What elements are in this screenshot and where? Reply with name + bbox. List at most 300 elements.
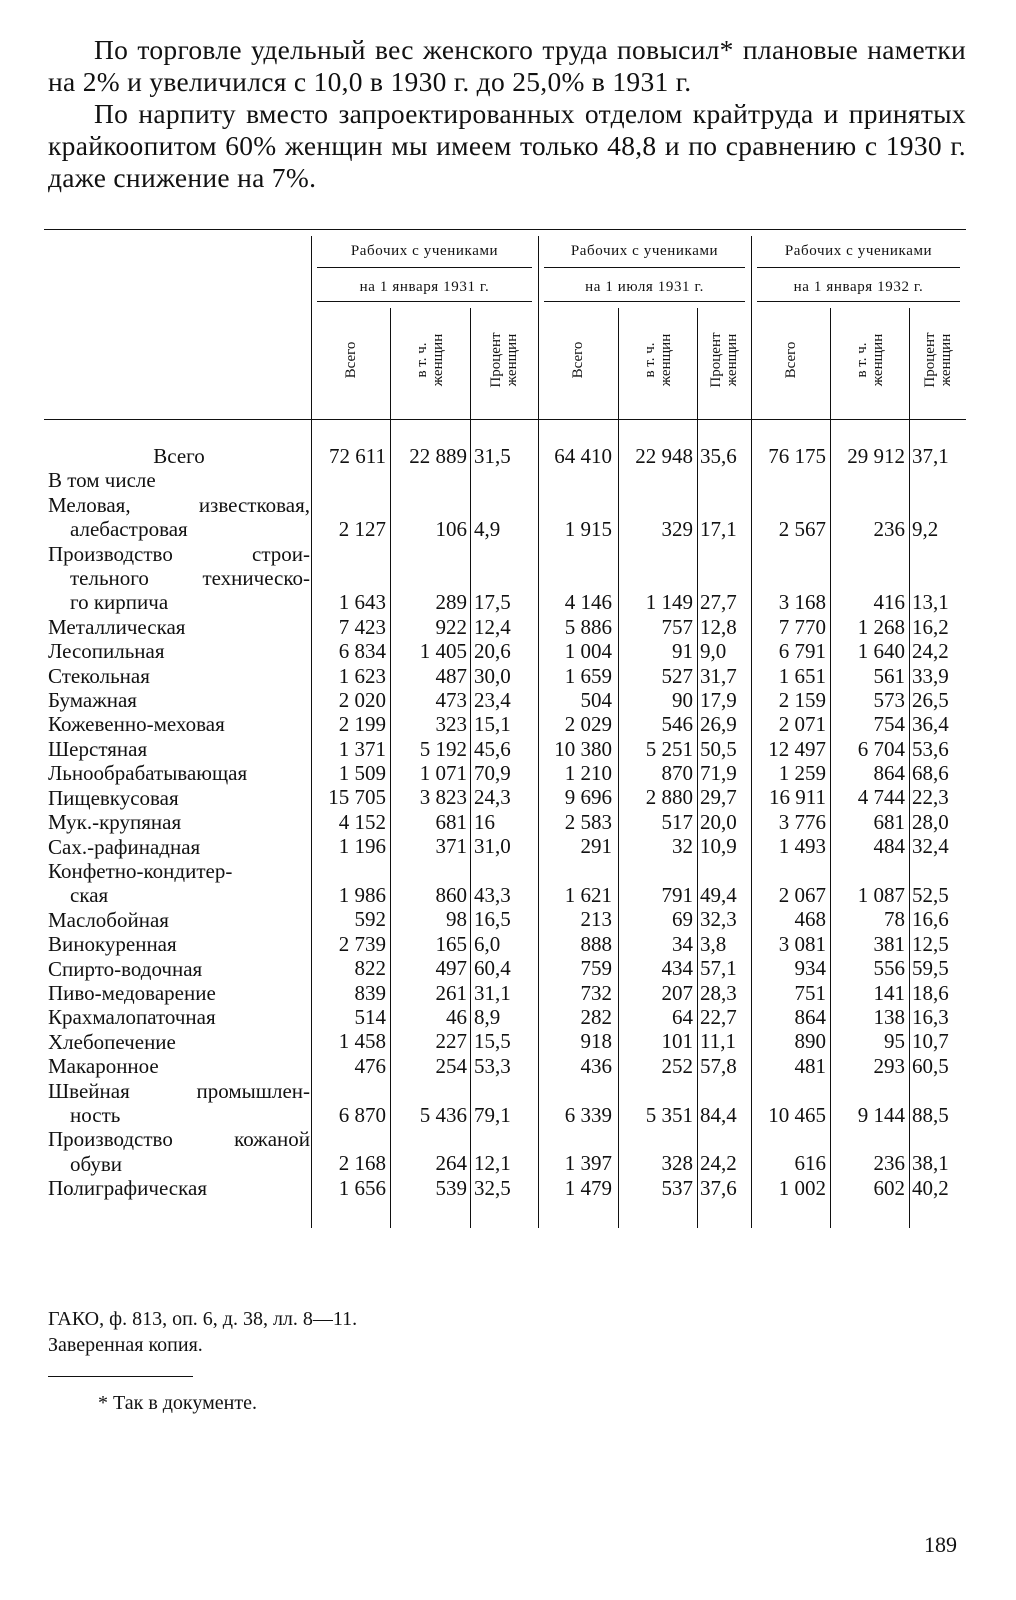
row-label: обуви — [70, 1151, 123, 1176]
column-subheader: Всего — [782, 341, 799, 379]
column-divider — [618, 308, 619, 1228]
table-cell: 293 — [873, 1053, 905, 1078]
table-cell: 10,7 — [912, 1029, 949, 1054]
table-row — [0, 737, 1016, 761]
row-label: Производство кожаной — [48, 1127, 310, 1152]
table-cell: 539 — [435, 1175, 467, 1200]
table-cell: 4 146 — [564, 590, 612, 615]
table-cell: 1 651 — [778, 663, 826, 688]
table-cell: 33,9 — [912, 663, 949, 688]
group-header-date: на 1 июля 1931 г. — [585, 279, 704, 295]
copy-note: Заверенная копия. — [48, 1334, 203, 1356]
table-cell: 71,9 — [700, 761, 737, 786]
table-header-rule — [44, 419, 966, 420]
table-cell: 30,0 — [474, 663, 511, 688]
row-label: В том числе — [48, 468, 156, 493]
table-cell: 2 067 — [778, 883, 826, 908]
table-cell: 751 — [794, 980, 826, 1005]
table-cell: 36,4 — [912, 712, 949, 737]
table-row — [0, 615, 1016, 639]
table-cell: 12 497 — [768, 736, 826, 761]
table-row — [0, 981, 1016, 1005]
table-row — [0, 542, 1016, 566]
table-cell: 12,5 — [912, 931, 949, 956]
table-cell: 27,7 — [700, 590, 737, 615]
table-cell: 1 268 — [857, 614, 905, 639]
table-cell: 1 004 — [564, 639, 612, 664]
table-cell: 860 — [435, 883, 467, 908]
table-cell: 138 — [873, 1004, 905, 1029]
table-cell: 3 168 — [778, 590, 826, 615]
table-cell: 6,0 — [474, 931, 501, 956]
table-cell: 91 — [672, 639, 693, 664]
table-cell: 681 — [435, 809, 467, 834]
table-cell: 2 168 — [338, 1151, 386, 1176]
column-divider — [751, 236, 752, 1228]
table-cell: 34 — [672, 931, 693, 956]
table-row — [0, 639, 1016, 663]
column-divider — [470, 308, 471, 1228]
table-cell: 1 071 — [419, 761, 467, 786]
table-cell: 6 834 — [338, 639, 386, 664]
table-cell: 213 — [580, 907, 612, 932]
table-cell: 23,4 — [474, 687, 511, 712]
table-cell: 60,4 — [474, 956, 511, 981]
table-cell: 864 — [873, 761, 905, 786]
table-cell: 5 251 — [645, 736, 693, 761]
table-cell: 16,5 — [474, 907, 511, 932]
column-subheader: в т. ч. женщин — [414, 333, 446, 387]
table-cell: 416 — [873, 590, 905, 615]
table-cell: 32 — [672, 834, 693, 859]
table-row — [0, 1176, 1016, 1200]
table-cell: 59,5 — [912, 956, 949, 981]
table-cell: 2 127 — [338, 517, 386, 542]
table-cell: 16,6 — [912, 907, 949, 932]
table-cell: 2 071 — [778, 712, 826, 737]
row-label: тельного техническо- — [70, 566, 310, 591]
table-cell: 592 — [354, 907, 386, 932]
row-label: алебастровая — [70, 517, 188, 542]
table-cell: 328 — [661, 1151, 693, 1176]
table-cell: 45,6 — [474, 736, 511, 761]
table-cell: 1 640 — [857, 639, 905, 664]
table-cell: 7 770 — [778, 614, 826, 639]
table-cell: 17,9 — [700, 687, 737, 712]
table-cell: 26,9 — [700, 712, 737, 737]
table-cell: 26,5 — [912, 687, 949, 712]
table-row — [0, 712, 1016, 736]
table-cell: 50,5 — [700, 736, 737, 761]
row-label: Винокуренная — [48, 932, 177, 957]
table-cell: 37,6 — [700, 1175, 737, 1200]
table-cell: 1 210 — [564, 761, 612, 786]
table-cell: 79,1 — [474, 1102, 511, 1127]
table-cell: 22 948 — [635, 444, 693, 468]
table-cell: 90 — [672, 687, 693, 712]
table-cell: 53,6 — [912, 736, 949, 761]
table-cell: 2 567 — [778, 517, 826, 542]
table-cell: 1 621 — [564, 883, 612, 908]
group-header-rule — [317, 301, 532, 302]
table-cell: 732 — [580, 980, 612, 1005]
table-cell: 1 493 — [778, 834, 826, 859]
table-cell: 1 371 — [338, 736, 386, 761]
table-cell: 64 410 — [554, 444, 612, 468]
table-cell: 1 623 — [338, 663, 386, 688]
table-cell: 918 — [580, 1029, 612, 1054]
table-cell: 514 — [354, 1004, 386, 1029]
table-row — [0, 493, 1016, 517]
page-number: 189 — [924, 1532, 957, 1557]
footnote-rule — [48, 1376, 193, 1377]
table-cell: 15,5 — [474, 1029, 511, 1054]
row-label: Маслобойная — [48, 907, 169, 932]
table-row — [0, 761, 1016, 785]
table-cell: 69 — [672, 907, 693, 932]
table-cell: 1 002 — [778, 1175, 826, 1200]
table-cell: 4,9 — [474, 517, 501, 542]
table-cell: 261 — [435, 980, 467, 1005]
table-cell: 29,7 — [700, 785, 737, 810]
table-cell: 98 — [446, 907, 467, 932]
table-cell: 5 886 — [564, 614, 612, 639]
table-cell: 207 — [661, 980, 693, 1005]
table-row — [0, 1078, 1016, 1102]
group-header-rule — [544, 301, 745, 302]
table-cell: 434 — [661, 956, 693, 981]
table-cell: 32,3 — [700, 907, 737, 932]
table-cell: 2 199 — [338, 712, 386, 737]
table-cell: 1 643 — [338, 590, 386, 615]
row-label: Спирто-водочная — [48, 956, 203, 981]
table-cell: 15 705 — [328, 785, 386, 810]
intro-paragraph-narpit: По нарпиту вместо запроектированных отделом крайтруда и принятых крайкоопитом 60% женщин мы имеем только 48,8 и по сравнению с 1930 г. даже снижение на 7%. — [48, 98, 966, 193]
row-label: Пищевкусовая — [48, 785, 179, 810]
table-cell: 822 — [354, 956, 386, 981]
table-cell: 681 — [873, 809, 905, 834]
table-cell: 1 479 — [564, 1175, 612, 1200]
row-label: Металлическая — [48, 614, 186, 639]
table-row — [0, 1029, 1016, 1053]
group-header-title: Рабочих с учениками — [784, 243, 933, 259]
table-cell: 556 — [873, 956, 905, 981]
table-cell: 3,8 — [700, 931, 727, 956]
table-cell: 227 — [435, 1029, 467, 1054]
table-cell: 29 912 — [847, 444, 905, 468]
row-label: Полиграфическая — [48, 1176, 207, 1201]
column-subheader: Процент женщин — [708, 332, 740, 388]
table-cell: 38,1 — [912, 1151, 949, 1176]
table-row — [0, 859, 1016, 883]
row-label: Мук.-крупяная — [48, 810, 182, 835]
column-subheader: Всего — [342, 341, 359, 379]
table-cell: 60,5 — [912, 1053, 949, 1078]
table-row — [0, 468, 1016, 492]
table-row — [0, 517, 1016, 541]
table-row — [0, 1127, 1016, 1151]
table-cell: 57,1 — [700, 956, 737, 981]
table-cell: 24,2 — [700, 1151, 737, 1176]
intro-paragraph-trade: По торговле удельный вес женского труда повысил* плановые наметки на 2% и увеличился с 10,0 в 1930 г. до 25,0% в 1931 г. — [48, 34, 966, 97]
table-cell: 95 — [884, 1029, 905, 1054]
table-cell: 6 704 — [857, 736, 905, 761]
table-cell: 2 159 — [778, 687, 826, 712]
row-label: Швейная промышлен- — [48, 1078, 310, 1103]
table-cell: 2 583 — [564, 809, 612, 834]
table-cell: 106 — [435, 517, 467, 542]
table-cell: 264 — [435, 1151, 467, 1176]
table-cell: 252 — [661, 1053, 693, 1078]
column-subheader: Процент женщин — [488, 332, 520, 388]
table-cell: 28,0 — [912, 809, 949, 834]
column-divider — [909, 308, 910, 1228]
column-divider — [538, 236, 539, 1228]
table-cell: 484 — [873, 834, 905, 859]
table-cell: 12,1 — [474, 1151, 511, 1176]
table-cell: 1 986 — [338, 883, 386, 908]
table-cell: 754 — [873, 712, 905, 737]
table-cell: 13,1 — [912, 590, 949, 615]
row-label: Меловая, известковая, — [48, 492, 310, 517]
column-divider — [390, 308, 391, 1228]
table-row — [0, 1005, 1016, 1029]
table-cell: 5 351 — [645, 1102, 693, 1127]
table-row — [0, 444, 1016, 468]
table-row — [0, 810, 1016, 834]
table-cell: 890 — [794, 1029, 826, 1054]
row-label: Льнообрабатывающая — [48, 761, 248, 786]
row-label: Лесопильная — [48, 639, 165, 664]
table-row — [0, 1103, 1016, 1127]
table-cell: 31,5 — [474, 444, 511, 468]
table-cell: 76 175 — [768, 444, 826, 468]
table-cell: 4 152 — [338, 809, 386, 834]
table-cell: 476 — [354, 1053, 386, 1078]
table-cell: 517 — [661, 809, 693, 834]
table-cell: 78 — [884, 907, 905, 932]
table-cell: 31,0 — [474, 834, 511, 859]
table-cell: 2 880 — [645, 785, 693, 810]
intro-text — [48, 34, 966, 194]
table-cell: 1 659 — [564, 663, 612, 688]
table-cell: 84,4 — [700, 1102, 737, 1127]
table-cell: 3 823 — [419, 785, 467, 810]
table-cell: 236 — [873, 1151, 905, 1176]
table-cell: 24,3 — [474, 785, 511, 810]
table-cell: 28,3 — [700, 980, 737, 1005]
table-row — [0, 907, 1016, 931]
group-header-date: на 1 января 1932 г. — [793, 279, 924, 295]
row-label: Стекольная — [48, 663, 150, 688]
table-cell: 1 149 — [645, 590, 693, 615]
table-cell: 1 509 — [338, 761, 386, 786]
row-label: Хлебопечение — [48, 1029, 176, 1054]
table-cell: 1 458 — [338, 1029, 386, 1054]
group-header-title: Рабочих с учениками — [350, 243, 499, 259]
table-row — [0, 664, 1016, 688]
column-divider — [311, 236, 312, 1228]
table-cell: 16,3 — [912, 1004, 949, 1029]
table-cell: 1 259 — [778, 761, 826, 786]
table-cell: 1 405 — [419, 639, 467, 664]
table-cell: 37,1 — [912, 444, 949, 468]
table-row — [0, 688, 1016, 712]
row-label: ская — [70, 883, 109, 908]
table-cell: 537 — [661, 1175, 693, 1200]
footnote: * Так в документе. — [98, 1392, 257, 1414]
table-row — [0, 785, 1016, 809]
table-row — [0, 1054, 1016, 1078]
row-label: Крахмалопаточная — [48, 1005, 216, 1030]
table-cell: 32,4 — [912, 834, 949, 859]
table-cell: 481 — [794, 1053, 826, 1078]
table-cell: 573 — [873, 687, 905, 712]
table-cell: 10 380 — [554, 736, 612, 761]
table-cell: 18,6 — [912, 980, 949, 1005]
table-cell: 839 — [354, 980, 386, 1005]
table-cell: 53,3 — [474, 1053, 511, 1078]
table-cell: 922 — [435, 614, 467, 639]
table-cell: 9 144 — [857, 1102, 905, 1127]
group-header-rule — [757, 301, 960, 302]
table-cell: 282 — [580, 1004, 612, 1029]
row-label: Всего — [153, 444, 205, 468]
table-row — [0, 932, 1016, 956]
table-cell: 7 423 — [338, 614, 386, 639]
table-cell: 64 — [672, 1004, 693, 1029]
table-cell: 616 — [794, 1151, 826, 1176]
table-body — [0, 444, 1016, 1200]
table-row — [0, 834, 1016, 858]
table-cell: 72 611 — [329, 444, 386, 468]
table-cell: 436 — [580, 1053, 612, 1078]
table-cell: 40,2 — [912, 1175, 949, 1200]
table-cell: 888 — [580, 931, 612, 956]
table-cell: 527 — [661, 663, 693, 688]
table-cell: 10 465 — [768, 1102, 826, 1127]
table-cell: 791 — [661, 883, 693, 908]
table-cell: 487 — [435, 663, 467, 688]
table-cell: 759 — [580, 956, 612, 981]
table-cell: 11,1 — [700, 1029, 736, 1054]
table-cell: 70,9 — [474, 761, 511, 786]
table-cell: 3 776 — [778, 809, 826, 834]
group-header-rule — [317, 267, 532, 268]
table-row — [0, 1151, 1016, 1175]
table-cell: 8,9 — [474, 1004, 501, 1029]
table-cell: 289 — [435, 590, 467, 615]
table-cell: 12,8 — [700, 614, 737, 639]
table-cell: 31,7 — [700, 663, 737, 688]
table-cell: 870 — [661, 761, 693, 786]
table-cell: 52,5 — [912, 883, 949, 908]
table-cell: 1 087 — [857, 883, 905, 908]
table-cell: 254 — [435, 1053, 467, 1078]
row-label: Кожевенно-меховая — [48, 712, 225, 737]
column-divider — [830, 308, 831, 1228]
table-cell: 6 791 — [778, 639, 826, 664]
table-row — [0, 566, 1016, 590]
table-cell: 473 — [435, 687, 467, 712]
table-cell: 561 — [873, 663, 905, 688]
column-divider — [697, 308, 698, 1228]
row-label: Макаронное — [48, 1054, 159, 1079]
table-cell: 20,6 — [474, 639, 511, 664]
table-cell: 43,3 — [474, 883, 511, 908]
row-label: го кирпича — [70, 590, 169, 615]
column-subheader: в т. ч. женщин — [853, 333, 886, 387]
column-subheader: Процент женщин — [921, 332, 954, 388]
table-cell: 165 — [435, 931, 467, 956]
table-cell: 1 196 — [338, 834, 386, 859]
table-cell: 381 — [873, 931, 905, 956]
table-cell: 22 889 — [409, 444, 467, 468]
table-cell: 757 — [661, 614, 693, 639]
table-cell: 6 339 — [564, 1102, 612, 1127]
table-top-rule — [44, 229, 966, 230]
table-cell: 1 915 — [564, 517, 612, 542]
table-cell: 49,4 — [700, 883, 737, 908]
table-cell: 16 — [474, 809, 495, 834]
row-label: Шерстяная — [48, 736, 148, 761]
table-cell: 323 — [435, 712, 467, 737]
table-cell: 371 — [435, 834, 467, 859]
table-cell: 602 — [873, 1175, 905, 1200]
table-cell: 2 020 — [338, 687, 386, 712]
table-cell: 468 — [794, 907, 826, 932]
table-cell: 5 436 — [419, 1102, 467, 1127]
table-cell: 329 — [661, 517, 693, 542]
table-cell: 15,1 — [474, 712, 511, 737]
table-cell: 35,6 — [700, 444, 737, 468]
table-cell: 22,3 — [912, 785, 949, 810]
row-label: Конфетно-кондитер- — [48, 858, 233, 883]
table-row — [0, 883, 1016, 907]
table-cell: 141 — [873, 980, 905, 1005]
table-row — [0, 590, 1016, 614]
table-cell: 6 870 — [338, 1102, 386, 1127]
table-cell: 504 — [580, 687, 612, 712]
table-cell: 46 — [446, 1004, 467, 1029]
table-cell: 12,4 — [474, 614, 511, 639]
table-cell: 1 397 — [564, 1151, 612, 1176]
table-cell: 9,0 — [700, 639, 727, 664]
table-cell: 32,5 — [474, 1175, 511, 1200]
group-header-date: на 1 января 1931 г. — [359, 279, 490, 295]
table-cell: 88,5 — [912, 1102, 949, 1127]
table-cell: 16,2 — [912, 614, 949, 639]
table-cell: 22,7 — [700, 1004, 737, 1029]
table-cell: 101 — [661, 1029, 693, 1054]
table-cell: 1 656 — [338, 1175, 386, 1200]
table-cell: 236 — [873, 517, 905, 542]
archive-source — [48, 1306, 357, 1358]
table-cell: 9,2 — [912, 517, 939, 542]
table-cell: 546 — [661, 712, 693, 737]
row-label: Пиво-медоварение — [48, 980, 216, 1005]
table-cell: 4 744 — [857, 785, 905, 810]
table-cell: 31,1 — [474, 980, 511, 1005]
table-row — [0, 956, 1016, 980]
column-subheader: в т. ч. женщин — [641, 333, 674, 387]
table-cell: 2 739 — [338, 931, 386, 956]
table-cell: 5 192 — [419, 736, 467, 761]
table-cell: 17,5 — [474, 590, 511, 615]
table-cell: 2 029 — [564, 712, 612, 737]
row-label: ность — [70, 1102, 121, 1127]
table-cell: 291 — [580, 834, 612, 859]
